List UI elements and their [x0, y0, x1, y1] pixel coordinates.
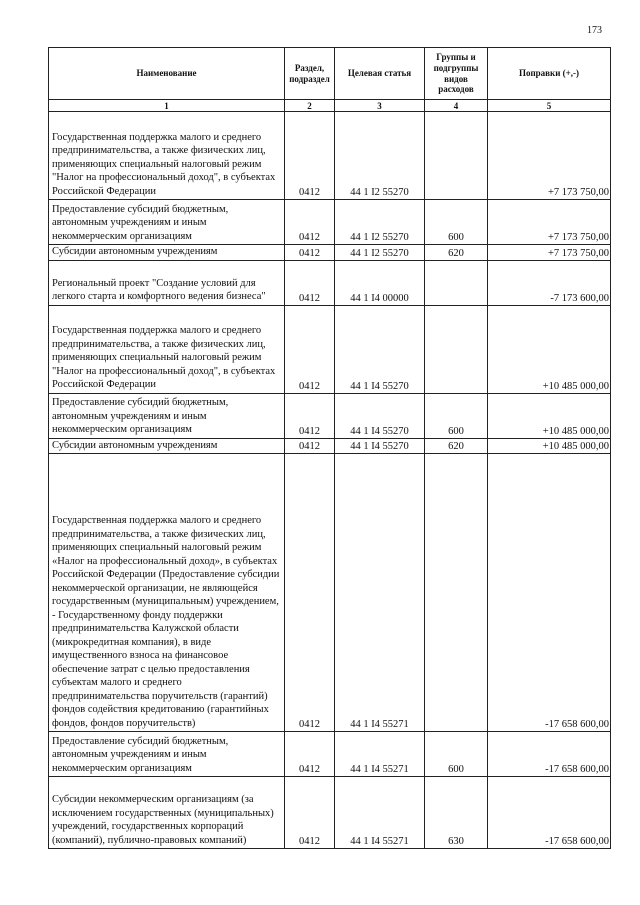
- row-section: 0412: [285, 305, 335, 393]
- row-name: Субсидии автономным учреждениям: [49, 438, 285, 454]
- row-group: 620: [425, 245, 488, 261]
- table-row: [49, 245, 611, 261]
- row-amount: +10 485 000,00: [488, 438, 611, 454]
- row-name: Субсидии автономным учреждениям: [49, 245, 285, 261]
- row-group: 620: [425, 438, 488, 454]
- row-section: 0412: [285, 732, 335, 777]
- table-row: [49, 112, 611, 200]
- column-number-row: [49, 100, 611, 112]
- row-section: 0412: [285, 200, 335, 245]
- row-name: Предоставление субсидий бюджетным, автономным учреждениям и иным некоммерческим организациям: [49, 200, 285, 245]
- table-row: [49, 260, 611, 305]
- table-row: [49, 438, 611, 454]
- column-number: 5: [488, 100, 611, 112]
- row-group: [425, 112, 488, 200]
- row-target: 44 1 I4 55271: [335, 732, 425, 777]
- table-row: [49, 732, 611, 777]
- header-section: Раздел, подраздел: [285, 48, 335, 100]
- table-row: [49, 305, 611, 393]
- row-name: Предоставление субсидий бюджетным, автономным учреждениям и иным некоммерческим организациям: [49, 732, 285, 777]
- row-group: 600: [425, 200, 488, 245]
- row-name: Региональный проект "Создание условий для легкого старта и комфортного ведения бизнеса": [49, 260, 285, 305]
- row-name: Субсидии некоммерческим организациям (за исключением государственных (муниципальных) учреждений, государственных корпораций (компаний), публично-правовых компаний): [49, 777, 285, 849]
- row-name: Государственная поддержка малого и среднего предпринимательства, а также физических лиц, применяющих специальный налоговый режим "Налог на профессиональный доход", в субъектах Российской Федерации: [49, 112, 285, 200]
- row-amount: +7 173 750,00: [488, 112, 611, 200]
- row-amount: +7 173 750,00: [488, 245, 611, 261]
- row-target: 44 1 I4 55270: [335, 438, 425, 454]
- row-section: 0412: [285, 438, 335, 454]
- row-name: Государственная поддержка малого и среднего предпринимательства, а также физических лиц, применяющих специальный налоговый режим «Налог на профессиональный доход», в субъектах Российской Федерации (Предоставление субсидии некоммерческой организации, не являющейся государственным (муниципальным) учреждением, - Государственному фонду поддержки предпринимательства Калужской области (микрокредитная компания), в виде имущественного взноса на финансовое обеспечение затрат с целью предоставления субъектам малого и среднего предпринимательства поручительств (гарантий) фондов содействия кредитованию (гарантийных фондов, фондов поручительств): [49, 454, 285, 732]
- row-amount: -7 173 600,00: [488, 260, 611, 305]
- row-section: 0412: [285, 777, 335, 849]
- row-section: 0412: [285, 454, 335, 732]
- header-target: Целевая статья: [335, 48, 425, 100]
- row-amount: +10 485 000,00: [488, 305, 611, 393]
- row-amount: -17 658 600,00: [488, 777, 611, 849]
- column-number: 2: [285, 100, 335, 112]
- row-section: 0412: [285, 112, 335, 200]
- table-row: [49, 454, 611, 732]
- table-row: [49, 777, 611, 849]
- row-target: 44 1 I4 55271: [335, 777, 425, 849]
- header-groups: Группы и подгруппы видов расходов: [425, 48, 488, 100]
- row-group: 630: [425, 777, 488, 849]
- row-section: 0412: [285, 245, 335, 261]
- column-number: 1: [49, 100, 285, 112]
- row-group: 600: [425, 732, 488, 777]
- header-row: [49, 48, 611, 100]
- row-target: 44 1 I2 55270: [335, 245, 425, 261]
- row-amount: -17 658 600,00: [488, 732, 611, 777]
- row-target: 44 1 I2 55270: [335, 200, 425, 245]
- row-section: 0412: [285, 260, 335, 305]
- table-row: [49, 200, 611, 245]
- table-row: [49, 393, 611, 438]
- row-amount: -17 658 600,00: [488, 454, 611, 732]
- column-number: 4: [425, 100, 488, 112]
- column-number: 3: [335, 100, 425, 112]
- page-number: 173: [587, 25, 602, 36]
- row-group: [425, 305, 488, 393]
- row-group: [425, 260, 488, 305]
- row-name: Государственная поддержка малого и среднего предпринимательства, а также физических лиц, применяющих специальный налоговый режим "Налог на профессиональный доход", в субъектах Российской Федерации: [49, 305, 285, 393]
- row-name: Предоставление субсидий бюджетным, автономным учреждениям и иным некоммерческим организациям: [49, 393, 285, 438]
- header-name: Наименование: [49, 48, 285, 100]
- row-section: 0412: [285, 393, 335, 438]
- row-target: 44 1 I4 55270: [335, 305, 425, 393]
- row-target: 44 1 I4 55271: [335, 454, 425, 732]
- row-target: 44 1 I2 55270: [335, 112, 425, 200]
- row-group: [425, 454, 488, 732]
- row-amount: +10 485 000,00: [488, 393, 611, 438]
- row-target: 44 1 I4 55270: [335, 393, 425, 438]
- row-amount: +7 173 750,00: [488, 200, 611, 245]
- budget-amendments-table: [48, 47, 611, 849]
- row-target: 44 1 I4 00000: [335, 260, 425, 305]
- header-amendments: Поправки (+,-): [488, 48, 611, 100]
- row-group: 600: [425, 393, 488, 438]
